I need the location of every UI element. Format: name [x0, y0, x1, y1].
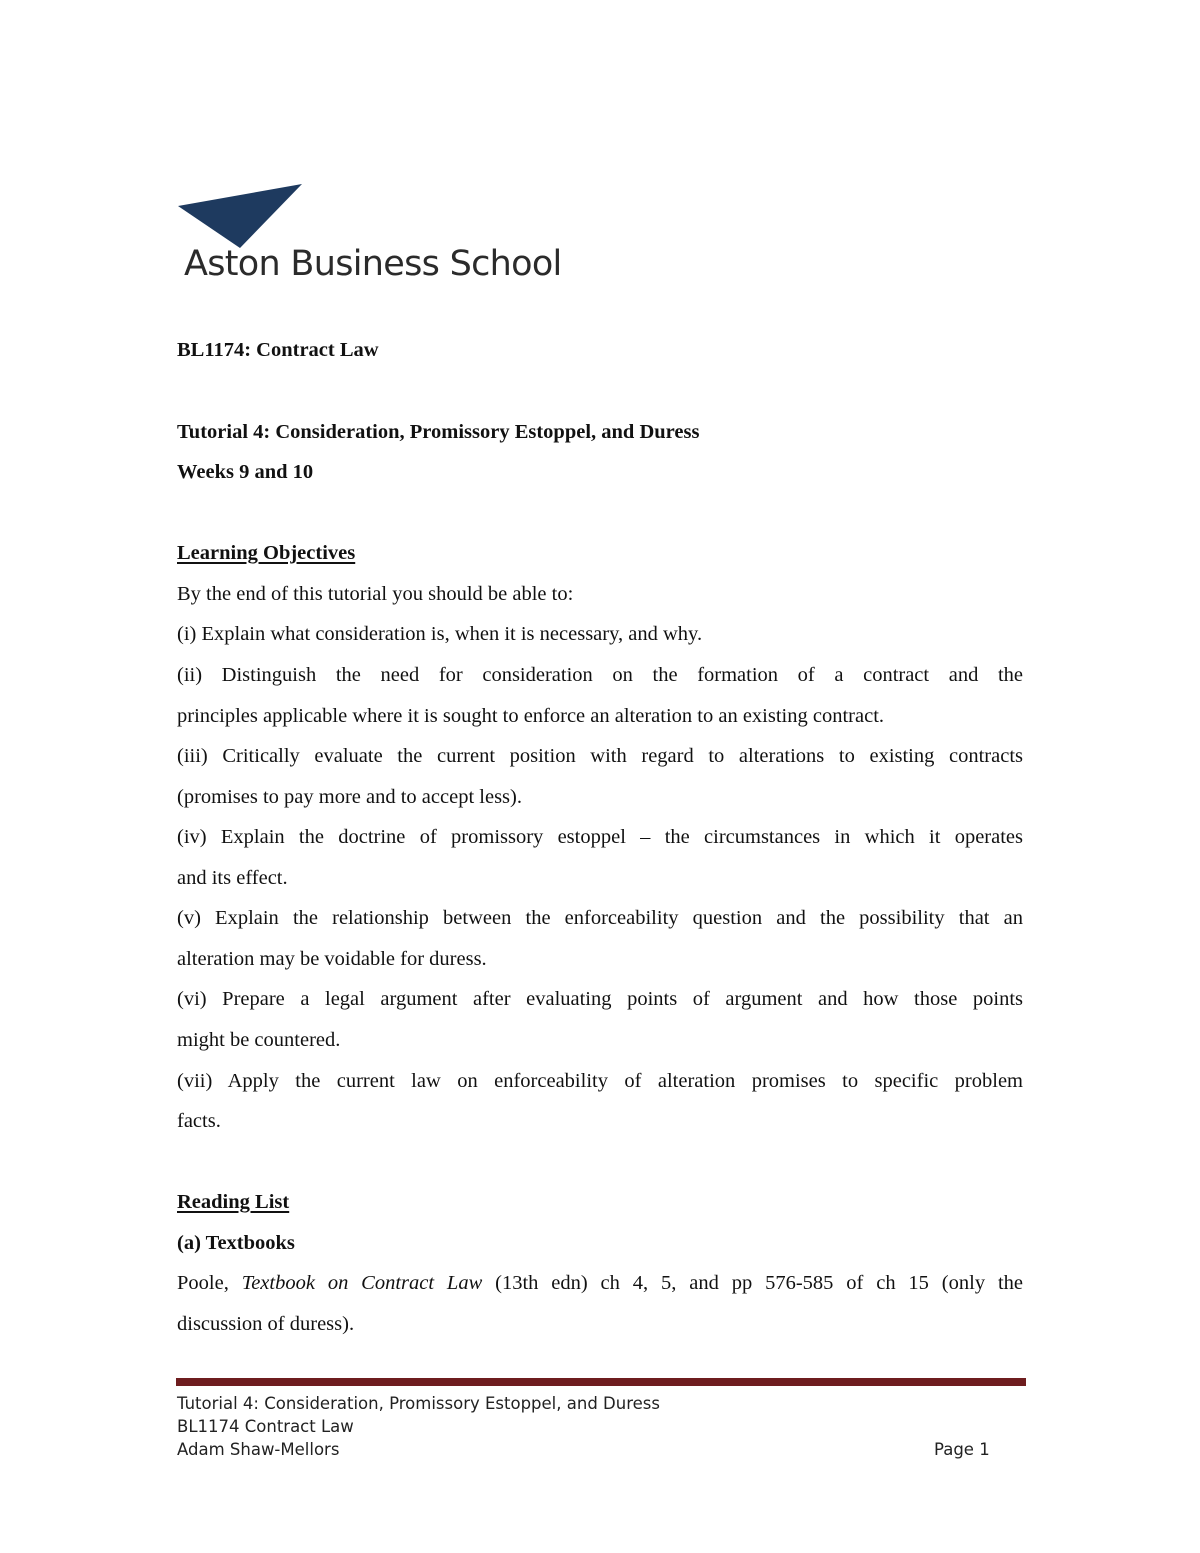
objective-item-2-line-1: (ii) Distinguish the need for consideration on the formation of a contract and the: [177, 664, 1023, 686]
objective-item-4-line-1: (iv) Explain the doctrine of promissory estoppel – the circumstances in which it operates: [177, 826, 1023, 848]
footer-divider: [176, 1378, 1026, 1386]
reading-entry-line-1: [177, 1269, 1023, 1297]
textbooks-subheading: (a) Textbooks: [177, 1232, 295, 1254]
weeks-label: Weeks 9 and 10: [177, 461, 314, 483]
reading-entry-details: (13th edn) ch 4, 5, and pp 576-585 of ch 15 (only the: [482, 1272, 1023, 1294]
objective-item-2-line-2: principles applicable where it is sought to enforce an alteration to an existing contract.: [177, 705, 885, 727]
reading-list-heading: Reading List: [177, 1191, 290, 1213]
footer-page-number: Page 1: [934, 1440, 990, 1459]
logo-triangle-icon: [176, 180, 306, 252]
objective-item-5-line-1: (v) Explain the relationship between the enforceability question and the possibility that an: [177, 907, 1023, 929]
objective-item-6-line-2: might be countered.: [177, 1029, 341, 1051]
objective-item-5-line-2: alteration may be voidable for duress.: [177, 948, 487, 970]
objective-item-3-line-1: (iii) Critically evaluate the current position with regard to alterations to existing contracts: [177, 745, 1023, 767]
objective-item-7-line-2: facts.: [177, 1110, 221, 1132]
objective-item-4-line-2: and its effect.: [177, 867, 288, 889]
tutorial-title: Tutorial 4: Consideration, Promissory Estoppel, and Duress: [177, 421, 700, 443]
footer-course-code: BL1174 Contract Law: [177, 1417, 354, 1436]
reading-entry-line-2: discussion of duress).: [177, 1313, 355, 1335]
objectives-intro: By the end of this tutorial you should be able to:: [177, 583, 574, 605]
reading-entry-book-title: Textbook on Contract Law: [241, 1272, 483, 1294]
logo-wordmark: Aston Business School: [184, 244, 562, 284]
objective-item-3-line-2: (promises to pay more and to accept less).: [177, 786, 522, 808]
footer-tutorial-title: Tutorial 4: Consideration, Promissory Estoppel, and Duress: [177, 1394, 660, 1413]
objective-item-7-line-1: (vii) Apply the current law on enforceability of alteration promises to specific problem: [177, 1070, 1023, 1092]
footer-author: Adam Shaw-Mellors: [177, 1440, 340, 1459]
objective-item-6-line-1: (vi) Prepare a legal argument after evaluating points of argument and how those points: [177, 988, 1023, 1010]
course-title: BL1174: Contract Law: [177, 339, 379, 361]
objective-item-1: (i) Explain what consideration is, when it is necessary, and why.: [177, 623, 703, 645]
aston-business-school-logo: [176, 180, 596, 290]
learning-objectives-heading: Learning Objectives: [177, 542, 356, 564]
reading-entry-author: Poole,: [177, 1272, 242, 1294]
